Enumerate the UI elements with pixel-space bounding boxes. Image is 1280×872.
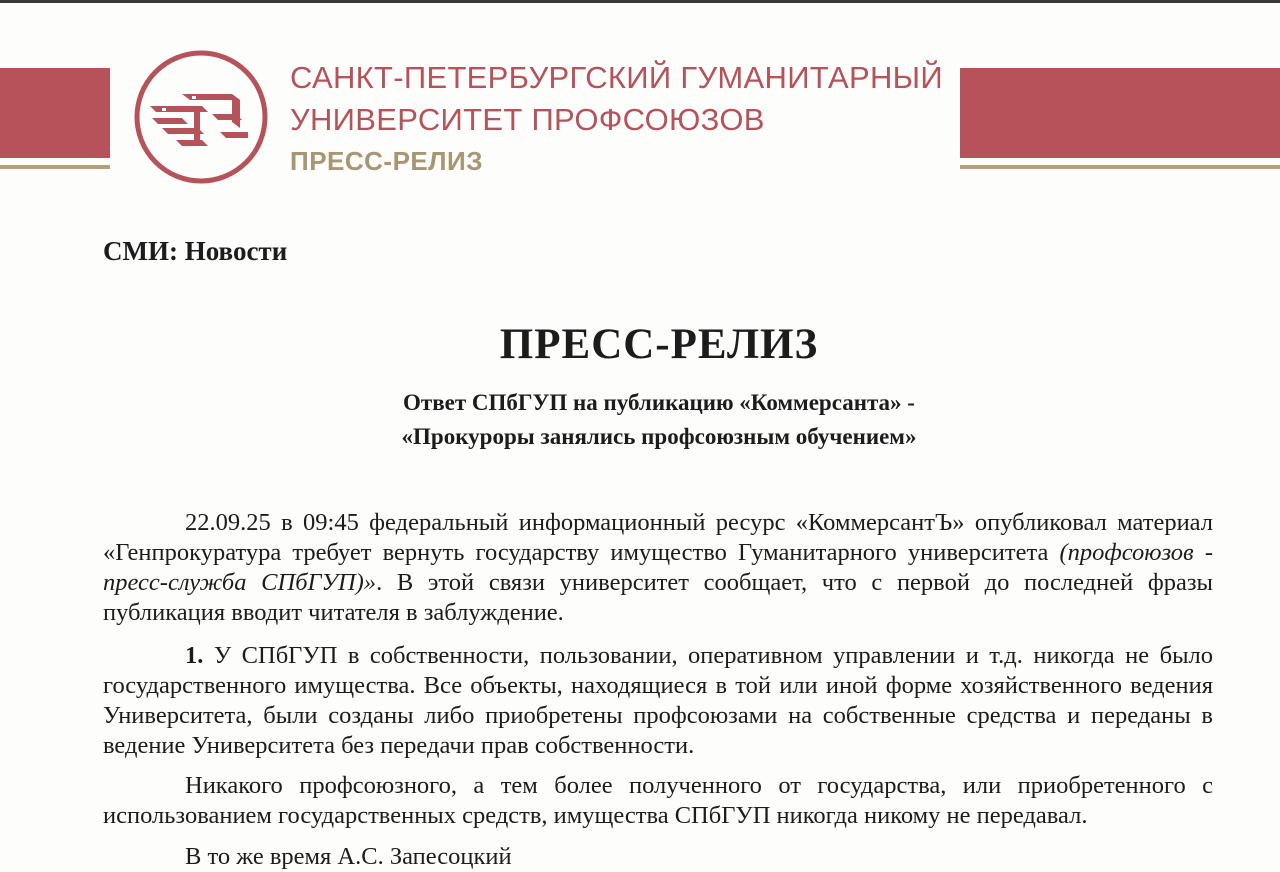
org-name-line-2: УНИВЕРСИТЕТ ПРОФСОЮЗОВ [290, 102, 765, 137]
point-number: 1. [185, 642, 204, 669]
subtitle-line-2: «Прокуроры занялись профсоюзным обучением» [401, 424, 917, 449]
paragraph-intro-italic: (профсоюзов - пресс-служба СПбГУП)» [103, 539, 1213, 596]
top-border-line [0, 0, 1280, 3]
paragraph-3-text: Никакого профсоюзного, а тем более полученного от государства, или приобретенного с использованием государственных средств, имущества СПбГУП никогда никому не передавал. [103, 772, 1213, 829]
subtitle-line-1: Ответ СПбГУП на публикацию «Коммерсанта» - [403, 390, 915, 415]
paragraph-4-partial [103, 842, 1213, 872]
university-logo-icon [132, 48, 270, 186]
gold-rule-left [0, 165, 110, 169]
header-band-left [0, 68, 110, 158]
paragraph-intro-text-b: . В этой связи университет сообщает, что с первой до последней фразы публикация вводит читателя в заблуждение. [103, 569, 1214, 626]
gold-rule-right [960, 165, 1280, 169]
paragraph-3 [103, 771, 1213, 831]
category-label: СМИ: Новости [103, 236, 288, 266]
paragraph-point-1-text: У СПбГУП в собственности, пользовании, оперативном управлении и т.д. никогда не было государственного имущества. Все объекты, находящиеся в той или иной форме хозяйственного ведения Университета, были созданы либо приобретены профсоюзами на собственные средства и переданы в ведение Университета без передачи прав собственности. [103, 642, 1214, 759]
page-title: ПРЕСС-РЕЛИЗ [499, 321, 819, 368]
header-band-right [960, 68, 1280, 158]
paragraph-4-text: В то же время А.С. Запесоцкий [185, 843, 512, 870]
doc-type-label: ПРЕСС-РЕЛИЗ [290, 146, 483, 176]
paragraph-intro [103, 508, 1213, 628]
paragraph-intro-text-a: 22.09.25 в 09:45 федеральный информационный ресурс «КоммерсантЪ» опубликовал материал «Генпрокуратура требует вернуть государству имущество Гуманитарного университета [103, 509, 1213, 566]
paragraph-point-1 [103, 641, 1213, 761]
org-name-line-1: САНКТ-ПЕТЕРБУРГСКИЙ ГУМАНИТАРНЫЙ [290, 60, 943, 95]
